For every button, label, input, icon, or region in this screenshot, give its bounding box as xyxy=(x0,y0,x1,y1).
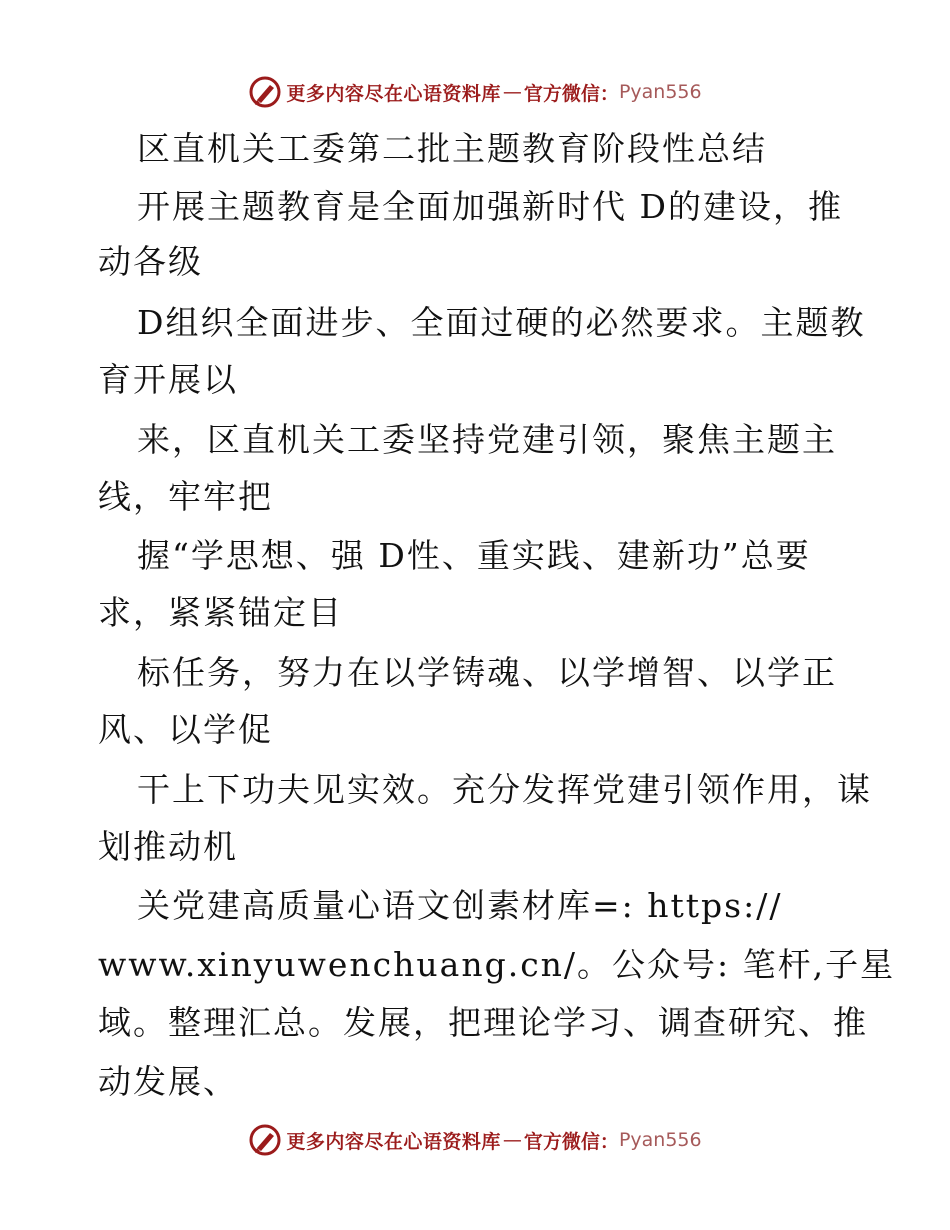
text-line: 线，牢牢把 xyxy=(98,477,273,516)
text-line: 求，紧紧锚定目 xyxy=(98,593,343,632)
text-line: 育开展以 xyxy=(98,360,238,399)
text-line: 来，区直机关工委坚持党建引领，聚焦主题主 xyxy=(137,420,837,459)
text-line: D组织全面进步、全面过硬的必然要求。主题教 xyxy=(137,303,866,342)
banner-slogan: 更多内容尽在心语资料库 xyxy=(286,82,501,105)
text-line: 动发展、 xyxy=(98,1062,238,1101)
document-title: 区直机关工委第二批主题教育阶段性总结 xyxy=(137,129,767,168)
banner-wechat-label: 官方微信： xyxy=(523,82,619,105)
text-line: 握“学思想、强 D性、重实践、建新功”总要 xyxy=(137,536,811,575)
text-line: 动各级 xyxy=(98,242,203,281)
banner-separator: — xyxy=(502,81,522,103)
pen-logo-icon xyxy=(248,75,282,109)
header-banner xyxy=(0,72,950,112)
text-line: 风、以学促 xyxy=(98,710,273,749)
text-line: 划推动机 xyxy=(98,827,238,866)
banner-slogan: 更多内容尽在心语资料库 xyxy=(286,1130,501,1153)
banner-wechat-id: Pyan556 xyxy=(618,1129,702,1151)
text-line: 干上下功夫见实效。充分发挥党建引领作用，谋 xyxy=(137,770,872,809)
text-line: 域。整理汇总。发展，把理论学习、调查研究、推 xyxy=(98,1003,868,1042)
text-line: www.xinyuwenchuang.cn/。公众号: 笔杆,子星 xyxy=(98,945,896,984)
text-line: 标任务，努力在以学铸魂、以学增智、以学正 xyxy=(137,653,837,692)
banner-separator: — xyxy=(502,1129,522,1151)
banner-wechat-label: 官方微信： xyxy=(523,1130,619,1153)
text-line: 关党建高质量心语文创素材库=: https:// xyxy=(137,886,783,925)
banner-wechat-id: Pyan556 xyxy=(618,81,702,103)
footer-banner xyxy=(0,1120,950,1160)
text-line: 开展主题教育是全面加强新时代 D的建设，推 xyxy=(137,187,843,226)
pen-logo-icon xyxy=(248,1123,282,1157)
